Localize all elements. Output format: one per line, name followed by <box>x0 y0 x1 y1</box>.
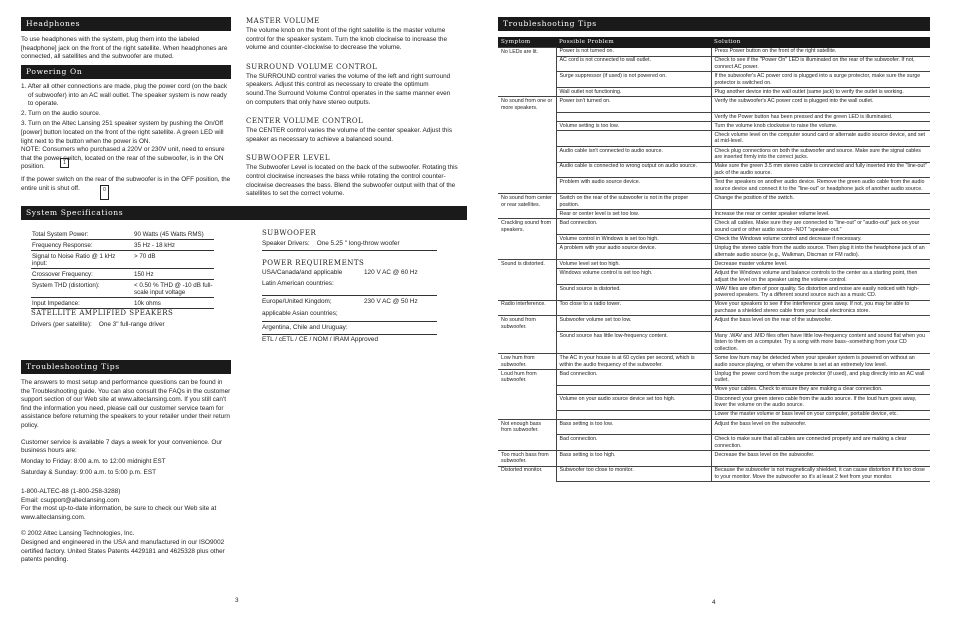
column-header-problem: Possible Problem <box>556 37 711 48</box>
symptom-cell <box>498 162 556 178</box>
symptom-cell: No sound from subwoofer. <box>498 316 556 331</box>
symptom-cell <box>498 435 556 451</box>
power-region: Europe/United Kingdom; <box>262 298 332 306</box>
symptom-cell <box>498 112 556 121</box>
spec-label: Total System Power: <box>31 229 133 240</box>
problem-cell: Bad connection. <box>556 219 711 235</box>
symptom-cell <box>498 88 556 97</box>
problem-cell: Subwoofer volume set too low. <box>556 316 711 331</box>
table-row <box>498 331 930 353</box>
symptom-cell <box>498 244 556 260</box>
solution-cell: Adjust the bass level on the rear of the subwoofer. <box>711 316 930 331</box>
solution-cell: Move your speakers to see if the interference goes away. If not, you may be able to purchase a shielded stereo cable from your local electronics store. <box>711 300 930 316</box>
table-row <box>498 284 930 300</box>
symptom-cell <box>498 131 556 147</box>
solution-cell: Change the position of the switch. <box>711 194 930 210</box>
problem-cell: Power is not turned on. <box>556 48 711 57</box>
off-switch-icon: 0 <box>100 185 109 200</box>
solution-cell: Some low hum may be detected when your speaker system is powered on without an audio source playing, or when the volume is set at an extremely low level. <box>711 354 930 370</box>
table-row <box>498 394 930 410</box>
problem-cell: Audio cable is connected to wrong output on audio source. <box>556 162 711 178</box>
solution-cell: Decrease master volume level. <box>711 259 930 268</box>
spec-value: < 0.50 % THD @ -10 dB full-scale input voltage <box>134 281 213 296</box>
table-row <box>498 112 930 121</box>
table-row <box>498 419 930 434</box>
spec-row <box>31 251 214 269</box>
problem-cell: Sound source has little low-frequency content. <box>556 331 711 353</box>
master-volume-text: The volume knob on the front of the right satellite is the master volume control for the speaker system. Turn the knob clockwise to increase the volume and counter-clockwise to decrease the volume. <box>246 27 448 52</box>
table-row <box>498 48 930 57</box>
table-row <box>498 300 930 316</box>
symptom-cell: Loud hum from subwoofer. <box>498 369 556 385</box>
solution-cell: Turn the volume knob clockwise to raise the volume. <box>711 121 930 130</box>
solution-cell: Check to make sure that all cables are connected properly and are making a clear connection. <box>711 435 930 451</box>
solution-cell: Unplug the stereo cable from the audio source. Then plug it into the headphone jack of an alternate audio source (e.g., Walkman, Discman or FM radio). <box>711 244 930 260</box>
problem-cell: Bad connection. <box>556 435 711 451</box>
symptom-cell <box>498 178 556 194</box>
solution-cell: Plug another device into the wall outlet (same jack) to verify the outlet is working. <box>711 88 930 97</box>
solution-cell: Make sure the green 3.5 mm stereo cable is connected and fully inserted into the "line-out" jack of the audio source. <box>711 162 930 178</box>
table-row <box>498 410 930 419</box>
symptom-cell <box>498 146 556 162</box>
table-row <box>498 316 930 331</box>
problem-cell: Power isn't turned on. <box>556 97 711 112</box>
problem-cell: Volume level set too high. <box>556 259 711 268</box>
power-region: Argentina, Chile and Uruguay: <box>262 324 348 332</box>
problem-cell: Volume on your audio source device set too high. <box>556 394 711 410</box>
power-heading: POWER REQUIREMENTS <box>262 259 365 267</box>
table-row <box>498 354 930 370</box>
table-row <box>498 72 930 88</box>
phone-number: 1-800-ALTEC-88 (1-800-258-3288) <box>21 487 121 495</box>
troubleshooting-table <box>498 37 930 482</box>
subwoofer-level-heading: SUBWOOFER LEVEL <box>246 154 331 163</box>
solution-cell: If the subwoofer's AC power cord is plugged into a surge protector, make sure the surge protector is switched on. <box>711 72 930 88</box>
table-row <box>498 385 930 394</box>
table-row <box>498 194 930 210</box>
column-header-symptom: Symptom <box>498 37 556 48</box>
table-row <box>498 162 930 178</box>
problem-cell: Windows volume control is set too high. <box>556 269 711 285</box>
power-divider <box>262 295 437 296</box>
surround-volume-heading: SURROUND VOLUME CONTROL <box>246 62 378 71</box>
troubleshooting-table-heading: Troubleshooting Tips <box>498 17 930 31</box>
solution-cell: Move your cables. Check to ensure they are making a clear connection. <box>711 385 930 394</box>
symptom-cell <box>498 331 556 353</box>
problem-cell: Wall outlet not functioning. <box>556 88 711 97</box>
symptom-cell: Sound is distorted. <box>498 259 556 268</box>
master-volume-heading: MASTER VOLUME <box>246 17 320 25</box>
headphones-text: To use headphones with the system, plug them into the labeled [headphone] jack on the front of the right satellite. When headphones are connected, all satellites and the subwoofer are muted. <box>21 36 228 61</box>
page-number-left: 3 <box>235 597 239 604</box>
table-row <box>498 210 930 219</box>
table-row <box>498 146 930 162</box>
subwoofer-divider <box>262 250 437 251</box>
symptom-cell <box>498 56 556 72</box>
solution-cell: Disconnect your green stereo cable from the audio source. If the loud hum goes away, lower the volume on the audio source. <box>711 394 930 410</box>
solution-cell: Verify the subwoofer's AC power cord is plugged into the wall outlet. <box>711 97 930 112</box>
power-row <box>262 324 437 333</box>
specs-heading: System Specifications <box>21 206 467 220</box>
power-row <box>262 310 437 319</box>
table-row <box>498 244 930 260</box>
symptom-cell <box>498 269 556 285</box>
symptom-cell <box>498 234 556 243</box>
problem-cell <box>556 112 711 121</box>
symptom-cell <box>498 210 556 219</box>
symptom-cell: No sound from one or more speakers. <box>498 97 556 112</box>
power-voltage: 120 V AC @ 60 Hz <box>364 269 418 276</box>
solution-cell: Increase the rear or center speaker volume level. <box>711 210 930 219</box>
symptom-cell <box>498 410 556 419</box>
table-row <box>498 56 930 72</box>
subwoofer-level-text: The Subwoofer Level is located on the back of the subwoofer. Rotating this control clockwise increases the bass while rotating the control counter-clockwise decreases the bass. Blend the subwoofer output with that of the satellites to set the correct volume. <box>246 164 458 198</box>
problem-cell: Bass setting is too low. <box>556 419 711 434</box>
weekend-hours: Saturday & Sunday: 9:00 a.m. to 5:00 p.m. EST <box>21 469 156 477</box>
solution-cell: Press Power button on the front of the right satellite. <box>711 48 930 57</box>
satellite-heading: SATELLITE AMPLIFIED SPEAKERS <box>31 309 174 317</box>
spec-label: Signal to Noise Ratio @ 1 kHz input: <box>31 251 133 269</box>
table-row <box>498 259 930 268</box>
table-header-row <box>498 37 930 48</box>
symptom-cell <box>498 385 556 394</box>
spec-row <box>31 240 214 251</box>
problem-cell <box>556 410 711 419</box>
specs-table <box>31 229 214 309</box>
troubleshooting-intro-heading: Troubleshooting Tips <box>21 360 231 374</box>
power-divider <box>262 321 437 322</box>
solution-cell: Adjust the Windows volume and balance controls to the center as a starting point, then adjust the level on the speaker using the volume control. <box>711 269 930 285</box>
spec-value: > 70 dB <box>133 251 214 269</box>
problem-cell <box>556 131 711 147</box>
solution-cell: Check volume level on the computer sound card or alternate audio source device, and set at mid-level. <box>711 131 930 147</box>
column-header-solution: Solution <box>711 37 930 48</box>
website-text: For the most up-to-date information, be sure to check our Web site at www.alteclansing.com. <box>21 505 217 521</box>
problem-cell: Rear or center level is set too low. <box>556 210 711 219</box>
troubleshooting-intro <box>21 379 233 565</box>
spec-row <box>31 229 214 240</box>
powering-step-3: 3. Turn on the Altec Lansing 251 speaker system by pushing the On/Off [power] button located on the front of the right satellite. A green LED will light next to the button when the power is ON. <box>21 120 224 145</box>
problem-cell: Surge suppressor (if used) is not powered on. <box>556 72 711 88</box>
powering-heading: Powering On <box>21 65 231 79</box>
table-row <box>498 435 930 451</box>
powering-steps <box>21 83 233 172</box>
spec-label: Frequency Response: <box>31 240 133 251</box>
symptom-cell <box>498 394 556 410</box>
symptom-cell: Too much bass from subwoofer. <box>498 450 556 466</box>
problem-cell: Subwoofer too close to monitor. <box>556 466 711 482</box>
table-row <box>498 219 930 235</box>
table-row <box>498 97 930 112</box>
powering-step-1: 1. After all other connections are made, plug the power cord (on the back of subwoofer) into an AC wall outlet. The speaker system is now ready to operate. <box>21 83 228 108</box>
table-row <box>498 131 930 147</box>
spec-value: 35 Hz - 18 kHz <box>133 240 214 251</box>
power-requirements <box>262 269 437 345</box>
solution-cell: Check the Windows volume control and decrease if necessary. <box>711 234 930 243</box>
symptom-cell: Not enough bass from subwoofer. <box>498 419 556 434</box>
solution-cell: Because the subwoofer is not magnetically shielded, it can cause distortion if it's too close to your monitor. Move the subwoofer so it's at least 2 feet from your monitor. <box>711 466 930 482</box>
solution-cell: Check plug connections on both the subwoofer and source. Make sure the signal cables are inserted firmly into the correct jacks. <box>711 146 930 162</box>
problem-cell <box>556 385 711 394</box>
table-row <box>498 178 930 194</box>
power-divider <box>262 334 437 335</box>
solution-cell: Check to see if the "Power On" LED is illuminated on the rear of the subwoofer. If not, connect AC power. <box>711 56 930 72</box>
symptom-cell: Crackling sound from speakers. <box>498 219 556 235</box>
power-row <box>262 280 437 289</box>
power-region: applicable Asian countries; <box>262 309 338 317</box>
spec-label: Crossover Frequency: <box>31 269 133 280</box>
symptom-cell: No LEDs are lit. <box>498 48 556 57</box>
powering-off-text: If the power switch on the rear of the subwoofer is in the OFF position, the entire unit is shut off. <box>21 176 231 192</box>
table-row <box>498 369 930 385</box>
power-row <box>262 269 437 278</box>
problem-cell: Volume control in Windows is set too high. <box>556 234 711 243</box>
patents-text: Designed and engineered in the USA and manufactured in our ISO9002 certified factory. United States Patents 4429181 and 4625328 plus other patents pending. <box>21 538 225 564</box>
symptom-cell: Low hum from subwoofer. <box>498 354 556 370</box>
problem-cell: AC cord is not connected to wall outlet. <box>556 56 711 72</box>
symptom-cell: No sound from center or rear satellites. <box>498 194 556 210</box>
problem-cell: Switch on the rear of the subwoofer is not in the proper position. <box>556 194 711 210</box>
symptom-cell <box>498 72 556 88</box>
power-region: Latin American countries: <box>262 279 334 287</box>
table-row <box>498 234 930 243</box>
solution-cell: Test the speakers on another audio device. Remove the green audio cable from the audio source device and connect it to the "line-out" or headphone jack of another audio source. <box>711 178 930 194</box>
center-volume-heading: CENTER VOLUME CONTROL <box>246 117 364 126</box>
table-row <box>498 466 930 482</box>
spec-value: 10k ohms <box>133 298 214 309</box>
solution-cell: Decrease the bass level on the subwoofer. <box>711 450 930 466</box>
powering-step-2: 2. Turn on the audio source. <box>21 109 101 117</box>
problem-cell: Bad connection. <box>556 369 711 385</box>
support-email: Email: csupport@alteclansing.com <box>21 496 120 504</box>
customer-service-text: Customer service is available 7 days a week for your convenience. Our business hours are: <box>21 438 223 455</box>
table-row <box>498 88 930 97</box>
power-row <box>262 298 437 307</box>
spec-row <box>31 298 214 309</box>
problem-cell: Problem with audio source device. <box>556 178 711 194</box>
spec-value: 90 Watts (45 Watts RMS) <box>133 229 214 240</box>
spec-row <box>31 280 214 298</box>
symptom-cell <box>498 284 556 300</box>
on-switch-icon: 1 <box>60 158 69 168</box>
table-row <box>498 450 930 466</box>
symptom-cell: Radio interference. <box>498 300 556 316</box>
solution-cell: Unplug the power cord from the surge protector (if used), and plug directly into an AC wall outlet. <box>711 369 930 385</box>
subwoofer-spec-text: Speaker Drivers: One 5.25 " long-throw woofer <box>262 240 400 247</box>
solution-cell: .WAV files are often of poor quality. So distortion and noise are easily noticed with high-powered speakers. Try a different sound source such as a music CD. <box>711 284 930 300</box>
solution-cell: Verify the Power button has been pressed and the green LED is illuminated. <box>711 112 930 121</box>
spec-label: System THD (distortion): <box>31 280 133 298</box>
symptom-cell: Distorted monitor. <box>498 466 556 482</box>
copyright-text: © 2002 Altec Lansing Technologies, Inc. <box>21 530 135 538</box>
power-region: USA/Canada/and applicable <box>262 269 343 276</box>
powering-note: NOTE: Consumers who purchased a 220V or 230V unit, need to ensure that the power switch, located on the rear of the subwoofer, is in the ON position. <box>21 146 225 171</box>
table-row <box>498 121 930 130</box>
solution-cell: Lower the master volume or bass level on your computer, portable device, etc. <box>711 410 930 419</box>
problem-cell: Too close to a radio tower. <box>556 300 711 316</box>
page-number-right: 4 <box>712 599 716 606</box>
certification-text: ETL / cETL / CE / NOM / IRAM Approved <box>262 335 379 343</box>
solution-cell: Adjust the bass level on the subwoofer. <box>711 419 930 434</box>
problem-cell: A problem with your audio source device. <box>556 244 711 260</box>
surround-volume-text: The SURROUND control varies the volume of the left and right surround speakers. Adjust this control as necessary to create the optimum sound.The Surround Volume Control operates in the same manner even on computers that only have stereo outputs. <box>246 72 451 106</box>
table-row <box>498 269 930 285</box>
problem-cell: Bass setting is too high. <box>556 450 711 466</box>
weekday-hours: Monday to Friday: 8:00 a.m. to 12:00 midnight EST <box>21 457 166 465</box>
headphones-heading: Headphones <box>21 17 231 31</box>
spec-row <box>31 269 214 280</box>
problem-cell: The AC in your house is at 60 cycles per second, which is within the audio frequency of the subwoofer. <box>556 354 711 370</box>
problem-cell: Volume setting is too low. <box>556 121 711 130</box>
problem-cell: Audio cable isn't connected to audio source. <box>556 146 711 162</box>
power-voltage: 230 V AC @ 50 Hz <box>364 298 418 306</box>
satellite-text: Drivers (per satellite): One 3" full-range driver <box>31 321 165 328</box>
troubleshooting-intro-text: The answers to most setup and performance questions can be found in the Troubleshooting guide. You can also consult the FAQs in the customer support section of our Web site at www.alteclansing.com. If you still can't find the information you need, please call our customer service team for assistance before returning the speakers to your retailer under their return policy. <box>21 379 231 429</box>
solution-cell: Check all cables. Make sure they are connected to "line-out" or "audio-out" jack on your sound card or other audio source--NOT "speaker-out." <box>711 219 930 235</box>
symptom-cell <box>498 121 556 130</box>
spec-label: Input Impedance: <box>31 298 133 309</box>
subwoofer-spec-heading: SUBWOOFER <box>262 229 317 237</box>
problem-cell: Sound source is distorted. <box>556 284 711 300</box>
spec-value: 150 Hz <box>133 269 214 280</box>
center-volume-text: The CENTER control varies the volume of the center speaker. Adjust this speaker as necessary to achieve a balanced sound. <box>246 127 453 143</box>
volume-controls <box>246 17 458 199</box>
solution-cell: Many .WAV and .MID files often have little low-frequency content and sound flat when you listen to them on a computer. Try a song with more bass--something from your CD collection. <box>711 331 930 353</box>
